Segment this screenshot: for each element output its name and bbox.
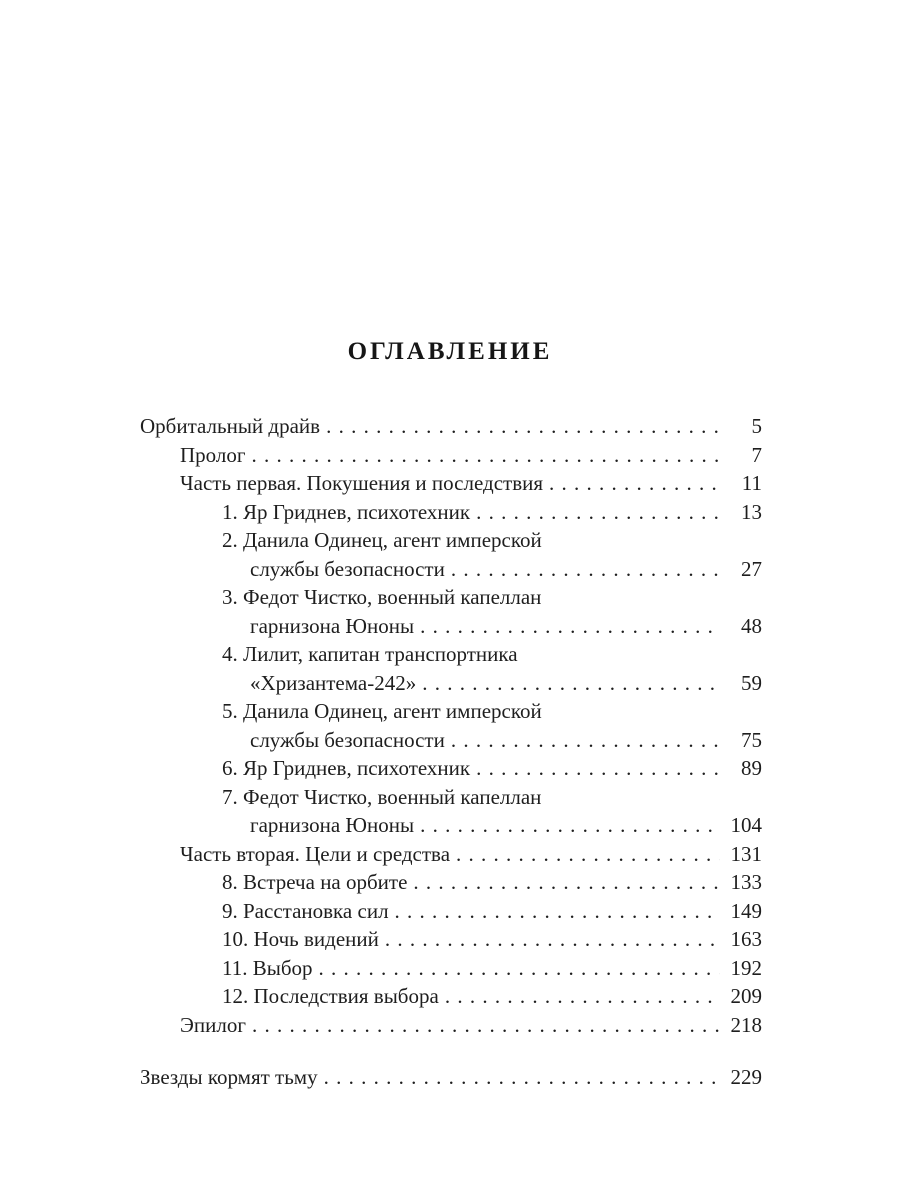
toc-entry-title: 1. Яр Гриднев, психотехник bbox=[222, 499, 471, 524]
toc-entry-line bbox=[222, 526, 762, 555]
dot-leader bbox=[252, 1011, 720, 1040]
dot-leader bbox=[476, 754, 720, 783]
page-number: 13 bbox=[741, 499, 762, 524]
toc-entry bbox=[140, 954, 762, 983]
toc-entry-line bbox=[222, 754, 762, 783]
toc-entry-title: 8. Встреча на орбите bbox=[222, 870, 408, 894]
dot-leader bbox=[451, 726, 720, 755]
toc-entry-title: 3. Федот Чистко, военный капеллан bbox=[222, 585, 542, 609]
toc-entry-title: 7. Федот Чистко, военный капеллан bbox=[222, 784, 542, 809]
dot-leader bbox=[324, 1063, 720, 1092]
page-title: ОГЛАВЛЕНИЕ bbox=[347, 338, 553, 365]
toc-entry-title: 4. Лилит, капитан транспортника bbox=[222, 642, 518, 666]
dot-leader bbox=[420, 612, 720, 641]
dot-leader bbox=[476, 498, 720, 527]
toc-entry bbox=[140, 498, 762, 527]
toc-entry-line bbox=[222, 640, 762, 669]
toc-entry bbox=[140, 783, 762, 840]
toc-entry bbox=[140, 412, 762, 441]
page-number: 59 bbox=[741, 670, 762, 695]
toc-entry-line bbox=[180, 441, 762, 470]
page-number: 131 bbox=[730, 841, 762, 866]
dot-leader bbox=[385, 925, 720, 954]
dot-leader bbox=[451, 555, 720, 584]
toc-entry-line bbox=[222, 583, 762, 612]
toc-entry-line bbox=[180, 1011, 762, 1040]
toc-entry bbox=[140, 441, 762, 470]
toc-entry bbox=[140, 526, 762, 583]
page-number: 229 bbox=[730, 1065, 762, 1089]
page-number: 75 bbox=[741, 727, 762, 752]
dot-leader bbox=[456, 840, 720, 869]
toc-entry bbox=[140, 583, 762, 640]
toc-entry-title: службы безопасности bbox=[250, 556, 445, 581]
toc-entry bbox=[140, 697, 762, 754]
toc-entry-line bbox=[222, 982, 762, 1011]
page-number: 104 bbox=[730, 813, 762, 837]
toc-entry-title: 11. Выбор bbox=[222, 955, 313, 980]
toc-entry bbox=[140, 982, 762, 1011]
toc-entry-line bbox=[222, 726, 762, 755]
toc-entry bbox=[140, 897, 762, 926]
page-number: 209 bbox=[730, 984, 762, 1008]
dot-leader bbox=[422, 669, 720, 698]
toc-entry-line bbox=[222, 669, 762, 698]
toc-entry bbox=[140, 754, 762, 783]
toc-entry-line bbox=[222, 925, 762, 954]
toc-entry-title: Орбитальный драйв bbox=[140, 414, 321, 438]
dot-leader bbox=[413, 868, 720, 897]
page-number: 163 bbox=[730, 927, 762, 951]
toc-entry-title: 5. Данила Одинец, агент имперской bbox=[222, 699, 542, 723]
toc-entry-title: 9. Расстановка сил bbox=[222, 898, 389, 923]
page-number: 192 bbox=[730, 955, 762, 980]
toc-entry-line bbox=[222, 697, 762, 726]
toc-entry-line bbox=[222, 868, 762, 897]
toc-entry-title: Часть вторая. Цели и средства bbox=[180, 841, 451, 866]
toc-entry-title: Пролог bbox=[180, 442, 246, 467]
toc-entry-line bbox=[222, 498, 762, 527]
toc-entry-title: гарнизона Юноны bbox=[250, 813, 415, 837]
toc-entry-line bbox=[140, 412, 762, 441]
toc-list bbox=[140, 412, 762, 1092]
toc-entry bbox=[140, 469, 762, 498]
toc-entry-title: 6. Яр Гриднев, психотехник bbox=[222, 756, 471, 780]
dot-leader bbox=[251, 441, 720, 470]
page-number: 133 bbox=[730, 870, 762, 894]
toc-entry bbox=[140, 840, 762, 869]
toc-entry-title: «Хризантема-242» bbox=[250, 670, 417, 695]
toc-entry-title: Эпилог bbox=[180, 1012, 246, 1037]
page-number: 218 bbox=[730, 1012, 762, 1037]
toc-entry bbox=[140, 1011, 762, 1040]
toc-entry bbox=[140, 640, 762, 697]
toc-entry-line bbox=[140, 1063, 762, 1092]
toc-entry-title: 12. Последствия выбора bbox=[222, 984, 439, 1008]
toc-entry-title: гарнизона Юноны bbox=[250, 613, 415, 638]
toc-entry bbox=[140, 868, 762, 897]
toc-entry-line bbox=[180, 469, 762, 498]
toc-entry bbox=[140, 925, 762, 954]
toc-entry-line bbox=[222, 954, 762, 983]
page-number: 7 bbox=[751, 442, 762, 467]
toc-entry-line bbox=[222, 612, 762, 641]
page-number: 11 bbox=[741, 471, 762, 495]
dot-leader bbox=[549, 469, 720, 498]
toc-entry-title: Часть первая. Покушения и последствия bbox=[180, 471, 544, 495]
toc-entry-line bbox=[222, 897, 762, 926]
toc-entry-line bbox=[222, 783, 762, 812]
dot-leader bbox=[445, 982, 720, 1011]
dot-leader bbox=[420, 811, 720, 840]
toc-entry-title: Звезды кормят тьму bbox=[140, 1065, 318, 1089]
toc-entry-title: 2. Данила Одинец, агент имперской bbox=[222, 528, 542, 552]
toc-entry-line bbox=[180, 840, 762, 869]
page-number: 89 bbox=[741, 756, 762, 780]
page-number: 27 bbox=[741, 556, 762, 581]
page-number: 5 bbox=[751, 414, 762, 438]
toc-entry-line bbox=[222, 811, 762, 840]
toc-entry bbox=[140, 1063, 762, 1092]
page-number: 48 bbox=[741, 613, 762, 638]
dot-leader bbox=[326, 412, 720, 441]
dot-leader bbox=[395, 897, 720, 926]
toc-entry-title: службы безопасности bbox=[250, 727, 445, 752]
toc-entry-line bbox=[222, 555, 762, 584]
page-number: 149 bbox=[730, 898, 762, 923]
dot-leader bbox=[319, 954, 720, 983]
toc-entry-title: 10. Ночь видений bbox=[222, 927, 379, 951]
